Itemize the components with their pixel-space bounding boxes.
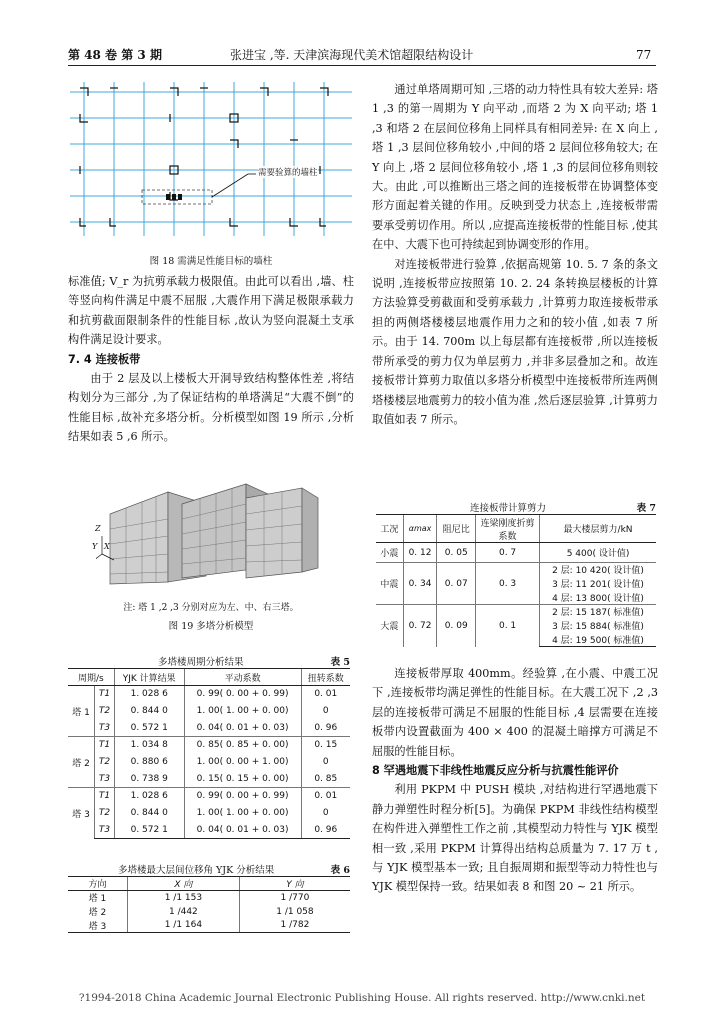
table-7-number: 表 7 [636, 503, 656, 514]
table-5-cell: 0. 844 0 [114, 703, 184, 720]
table-6-header: Y 向 [239, 877, 350, 891]
table-5-cell: 0. 99( 0. 00 + 0. 99) [184, 686, 301, 703]
table-7 [376, 514, 656, 647]
table-5-number: 表 5 [330, 657, 350, 668]
table-5-period: T1 [95, 686, 115, 703]
copyright-footer: ?1994-2018 China Academic Journal Electronic Publishing House. All rights reserved. http://www.cnki.net [78, 992, 646, 1004]
table-5-period: T2 [95, 703, 115, 720]
table-7-cell: 0. 12 [403, 543, 437, 563]
table-7-shear: 5 400( 设计值) [540, 543, 656, 563]
table-6-cell: 塔 1 [88, 894, 107, 905]
table-7-cell: 0. 3 [476, 563, 540, 605]
table-6 [68, 876, 350, 933]
table-5-cell: 1. 00( 0. 00 + 1. 00) [184, 754, 301, 771]
table-5-cell: 0. 99( 0. 00 + 0. 99) [184, 788, 301, 805]
table-5-period: T1 [95, 737, 115, 754]
table-7-shear: 2 层: 10 420( 设计值) [540, 563, 656, 577]
table-6-number: 表 6 [330, 865, 350, 876]
table-7-shear: 4 层: 19 500( 标准值) [540, 633, 656, 647]
left-paragraph-2: 由于 2 层及以上楼板大开洞导致结构整体性差 ,将结构划分为三部分 ,为了保证结构的单塔满足“大震不倒”的性能目标 ,故补充多塔分析。分析模型如图 19 所示 ,分析结果如表 5 ,6 所示。 [68, 372, 354, 444]
table-5-cell: 0. 572 1 [114, 720, 184, 737]
table-5-cell: 1. 034 8 [114, 737, 184, 754]
table-5 [68, 668, 350, 839]
table-7-cell: 0. 7 [476, 543, 540, 563]
table-7-shear: 4 层: 13 800( 设计值) [540, 591, 656, 605]
figure-18-caption: 图 18 需满足性能目标的墙柱 [149, 256, 273, 267]
table-5-cell: 0. 96 [301, 720, 350, 737]
table-5-cell: 0. 844 0 [114, 805, 184, 822]
table-5-cell: 0 [301, 754, 350, 771]
table-5-period: T2 [95, 754, 115, 771]
table-5-cell: 0. 01 [301, 788, 350, 805]
table-7-header: 连梁刚度折剪系数 [476, 515, 540, 543]
table-6-cell: 1 /1 153 [127, 891, 239, 905]
table-5-cell: 0 [301, 703, 350, 720]
table-7-header: 最大楼层剪力/kN [540, 515, 656, 543]
journal-issue: 第 48 卷 第 3 期 [68, 48, 162, 62]
table-5-tower: 塔 3 [68, 788, 95, 839]
leader-line [212, 174, 248, 197]
right-paragraph-2: 对连接板带进行验算 ,依据高规第 10. 5. 7 条的条文说明 ,连接板带应按照第 10. 2. 24 条转换层楼板的计算方法验算受剪截面和受剪承载力 ,计算剪力取连接板带承担的两侧塔楼楼层地震作用力之和的较小值 ,如表 7 所示。由于 14. 700m 以上每层都有连接板带 ,所以连接板带所承受的剪力仅为单层剪力 ,并非多层叠加之和。故连接板带计算剪力取值以多塔分析模型中连接板带所连两侧塔楼楼层地震剪力的较小值为准 ,然后逐层验算 ,计算剪力取值如表 7 所示。 [372, 257, 658, 426]
table-7-header: αmax [403, 515, 437, 543]
table-6-cell: 1 /770 [239, 891, 350, 905]
table-6-cell: 塔 2 [88, 908, 107, 918]
table-5-cell: 0. 738 9 [114, 771, 184, 788]
table-7-shear: 3 层: 11 201( 设计值) [540, 577, 656, 591]
right-paragraph-1: 通过单塔周期可知 ,三塔的动力特性具有较大差异: 塔 1 ,3 的第一周期为 Y 向平动 ,而塔 2 为 X 向平动; 塔 1 ,3 和塔 2 在层间位移角上同样具有相同差异: 在 X 向上 ,塔 1 ,3 层间位移角较小 ,中间的塔 2 层间位移角较大; 在 Y 向上 ,塔 2 层间位移角较小 ,塔 1 ,3 的层间位移角则较大。由此 ,可以推断出三塔之间的连接板带在协调整体变形方面起着关键的作用。反映到受力状态上 ,连接板带需要承受剪切作用。所以 ,应提高连接板带的性能目标 ,使其在中、大震下也可持续起到协调变形的作用。 [372, 83, 658, 252]
table-7-cell: 0. 05 [437, 543, 476, 563]
table-5-cell: 0. 15 [301, 737, 350, 754]
table-5-cell: 0 [301, 805, 350, 822]
table-7-cell: 0. 07 [437, 563, 476, 605]
page-header [0, 0, 724, 64]
tower-2-body [182, 484, 246, 578]
table-5-period: T3 [95, 720, 115, 737]
table-5-period: T1 [95, 788, 115, 805]
table-5-period: T3 [95, 822, 115, 839]
table-6-header: X 向 [127, 877, 239, 891]
table-6-cell: 1 /1 058 [239, 905, 350, 919]
table-5-title: 多塔楼周期分析结果 [158, 657, 244, 668]
table-5-period: T2 [95, 805, 115, 822]
table-5-header: 扭转系数 [301, 669, 350, 686]
table-7-cell: 0. 1 [476, 605, 540, 647]
right-column-lower [372, 664, 658, 897]
table-7-cell: 0. 09 [437, 605, 476, 647]
left-paragraph-1: 标准值; V_r 为抗剪承载力极限值。由此可以看出 ,墙、柱等竖向构件满足中震不屈服 ,大震作用下满足极限承载力和抗剪截面限制条件的性能目标 ,故认为竖向混凝土支承构件满足设计要求。 [68, 275, 354, 347]
table-6-title-row [68, 862, 350, 876]
tower-3-body [246, 488, 302, 578]
table-5-cell: 0. 85( 0. 85 + 0. 00) [184, 737, 301, 754]
table-7-header: 阻尼比 [437, 515, 476, 543]
table-5-cell: 1. 028 6 [114, 788, 184, 805]
table-5-cell: 1. 00( 1. 00 + 0. 00) [184, 805, 301, 822]
table-7-cell: 0. 72 [403, 605, 437, 647]
axis-label-z: Z [95, 524, 101, 533]
table-6-cell: 塔 3 [68, 919, 127, 933]
section-7-4-heading: 7. 4 连接板带 [68, 352, 141, 366]
page-number: 77 [636, 48, 652, 62]
section-8-heading: 8 罕遇地震下非线性地震反应分析与抗震性能评价 [372, 764, 619, 778]
table-5-header: 平动系数 [184, 669, 301, 686]
table-5-cell: 0. 04( 0. 01 + 0. 03) [184, 822, 301, 839]
table-5-tower: 塔 1 [72, 707, 90, 718]
table-7-shear: 3 层: 15 884( 标准值) [540, 619, 656, 633]
header-rule [68, 65, 656, 66]
table-5-cell: 0. 880 6 [114, 754, 184, 771]
right-paragraph-3: 连接板带厚取 400mm。经验算 ,在小震、中震工况下 ,连接板带均满足弹性的性能目标。在大震工况下 ,2 ,3 层的连接板带可满足不屈服的性能目标 ,4 层需要在连接板带内设置截面为 400 × 400 的混凝土暗撑方可满足不屈服的性能目标。 [372, 667, 658, 758]
table-6-title: 多塔楼最大层间位移角 YJK 分析结果 [118, 865, 275, 876]
axis-label-x: X [104, 542, 110, 551]
table-7-title: 连接板带计算剪力 [470, 503, 547, 514]
table-7-shear: 2 层: 15 187( 标准值) [540, 605, 656, 619]
figure-18-plan [70, 82, 352, 236]
table-7-case: 小震 [380, 549, 399, 559]
table-5-cell: 0. 04( 0. 01 + 0. 03) [184, 720, 301, 737]
figure-19-note: 注: 塔 1 ,2 ,3 分别对应为左、中、右三塔。 [123, 603, 299, 613]
table-5-title-row [68, 654, 350, 668]
right-paragraph-4: 利用 PKPM 中 PUSH 模块 ,对结构进行罕遇地震下静力弹塑性时程分析[5]。为确保 PKPM 非线性结构模型在构件进入弹塑性工作之前 ,其模型动力特性与 YJK 模型相一致 ,采用 PKPM 计算得出结构总质量为 7. 17 万 t ,与 YJK 模型基本一致; 且自振周期和振型等动力特性也与 YJK 模型保持一致。结果如表 8 和图 20 ~ 21 所示。 [372, 783, 658, 894]
table-5-tower: 塔 2 [68, 737, 95, 788]
table-5-cell: 1. 00( 1. 00 + 0. 00) [184, 703, 301, 720]
table-7-cell: 0. 34 [403, 563, 437, 605]
table-7-case: 中震 [376, 563, 403, 605]
table-5-cell: 0. 15( 0. 15 + 0. 00) [184, 771, 301, 788]
table-5-cell: 0. 572 1 [114, 822, 184, 839]
table-5-period: T3 [95, 771, 115, 788]
table-5-header: 周期/s [68, 669, 114, 686]
table-5-cell: 1. 028 6 [114, 686, 184, 703]
table-5-header: YJK 计算结果 [114, 669, 184, 686]
tower-1-body [110, 492, 168, 584]
table-6-cell: 1 /782 [239, 919, 350, 933]
table-5-cell: 0. 85 [301, 771, 350, 788]
table-6-header: 方向 [68, 877, 127, 891]
table-7-title-row [376, 500, 656, 514]
right-column-upper [372, 80, 658, 429]
table-5-cell: 0. 96 [301, 822, 350, 839]
figure-19-caption: 图 19 多塔分析模型 [168, 621, 254, 632]
table-7-header: 工况 [376, 515, 403, 543]
table-5-cell: 0. 01 [301, 686, 350, 703]
figure-18-annotation: 需要验算的墙柱 [258, 168, 318, 178]
table-6-cell: 1 /442 [127, 905, 239, 919]
grid-lines [70, 82, 352, 236]
table-7-case: 大震 [376, 605, 403, 647]
axis-label-y: Y [92, 542, 98, 551]
figure-19-model [96, 474, 326, 594]
left-column [68, 272, 354, 447]
article-running-title: 张进宝 ,等. 天津滨海现代美术馆超限结构设计 [230, 48, 474, 62]
highlight-box [142, 190, 212, 204]
table-6-cell: 1 /1 164 [127, 919, 239, 933]
checked-columns [166, 194, 182, 200]
